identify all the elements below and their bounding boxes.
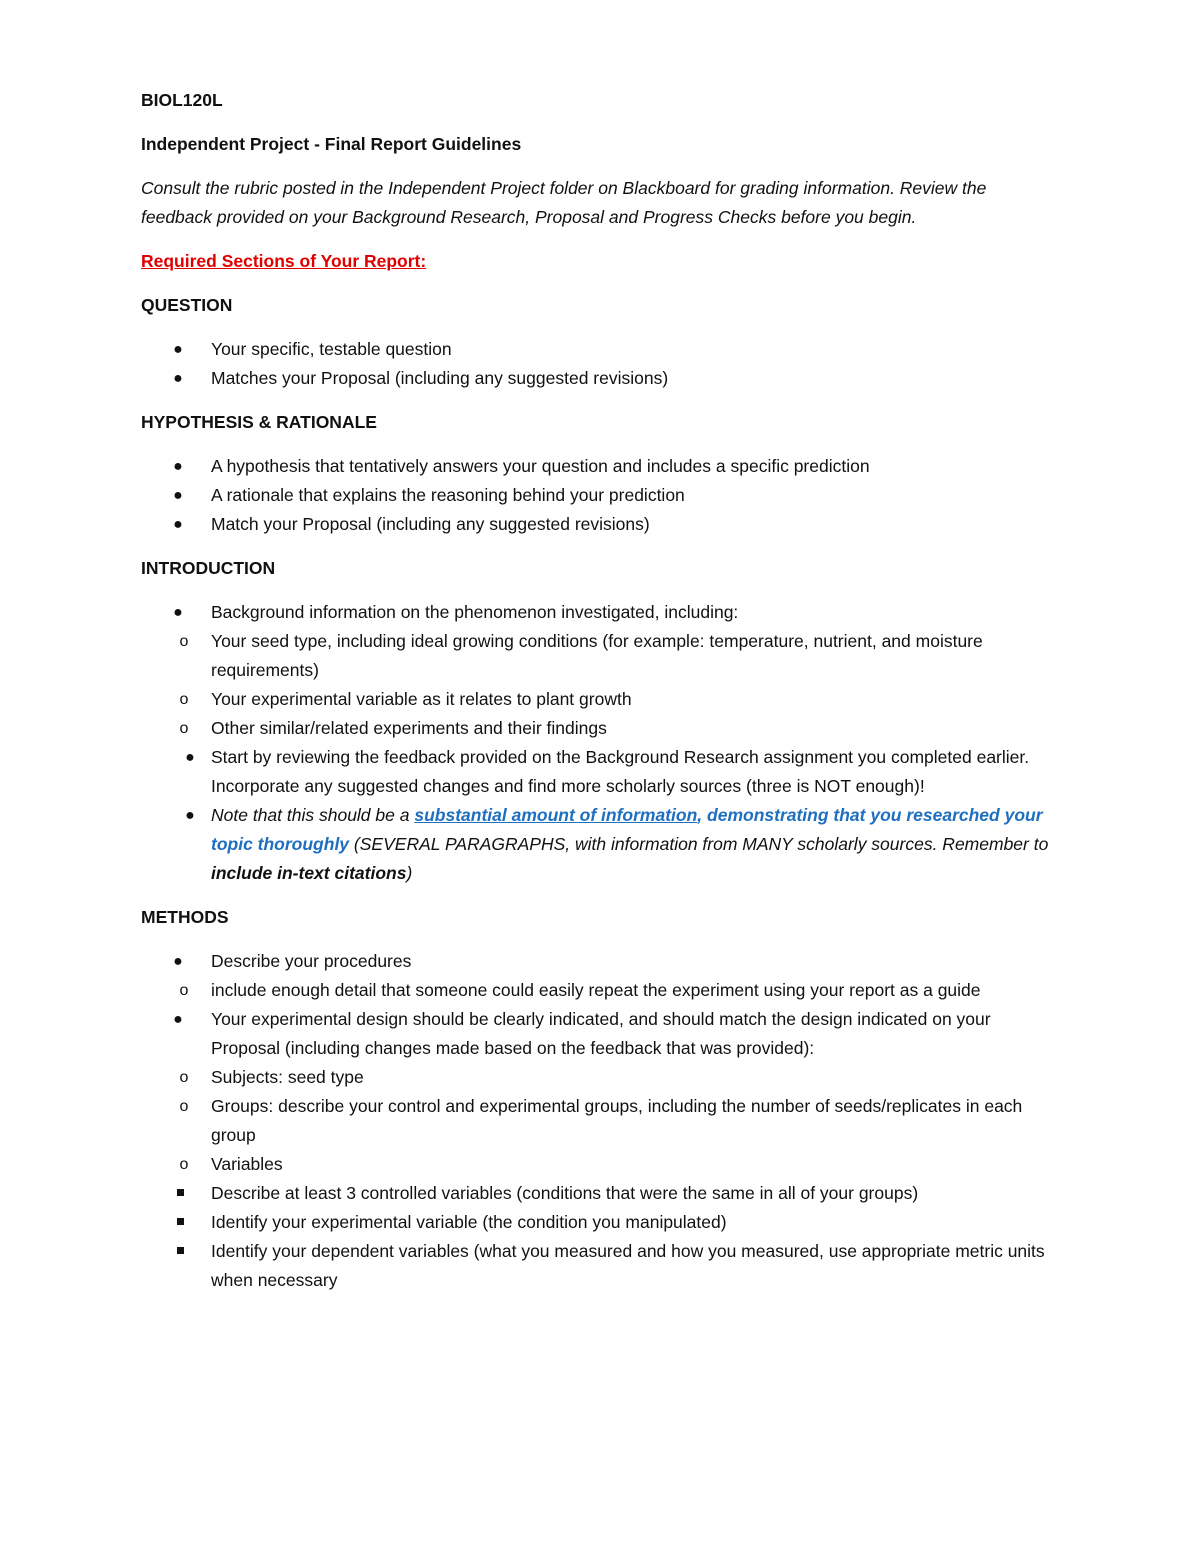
note-item: ● Note that this should be a substantial amount of information, demonstrating that you researched your topic thoroughly (SEVERAL PARAGRAPHS, with information from MANY scholarly sources. Remember to include in-text citations) [141,801,1061,888]
bullet-icon: ● [185,749,195,766]
bullet-icon: ● [173,1011,183,1028]
circle-bullet-icon: o [179,720,189,737]
bullet-icon: ● [173,953,183,970]
bullet-icon: ● [173,487,183,504]
list-item: o Your experimental variable as it relates to plant growth [139,685,1061,714]
circle-bullet-icon: o [179,633,189,650]
methods-heading: METHODS [141,907,229,927]
list-item: ● Describe your procedures o include enough detail that someone could easily repeat the experiment using your report as a guide [141,947,1061,1005]
square-bullet-icon [177,1247,184,1254]
list-item: ● Your experimental design should be clearly indicated, and should match the design indicated on your Proposal (including changes made based on the feedback that was provided): o Subjects: seed type o Groups: describe your control and experimental groups, including the number of seeds/replicates in each group o Variables Describe at least 3 controlled variables (conditions that were the same in all of your groups) Identify your experimental variable (the condition you manipulated) Identify your dependent variables (what you measured and how you measured, use appropriate metric units when necessary [141,1005,1061,1295]
list-item: Describe at least 3 controlled variables (conditions that were the same in all of your groups) [141,1179,1061,1208]
list-item: ● Start by reviewing the feedback provided on the Background Research assignment you completed earlier. Incorporate any suggested changes and find more scholarly sources (three is NOT enough)! [141,743,1061,801]
course-code: BIOL120L [141,90,223,110]
bullet-icon: ● [173,516,183,533]
circle-bullet-icon: o [179,1156,189,1173]
circle-bullet-icon: o [179,1098,189,1115]
bullet-icon: ● [173,604,183,621]
hypothesis-list [141,452,1061,539]
circle-bullet-icon: o [179,1069,189,1086]
bullet-icon: ● [173,370,183,387]
list-item: ● Match your Proposal (including any suggested revisions) [141,510,1061,539]
required-sections-heading: Required Sections of Your Report: [141,251,427,271]
list-item: ● A rationale that explains the reasoning behind your prediction [141,481,1061,510]
list-item: o Groups: describe your control and experimental groups, including the number of seeds/replicates in each group [139,1092,1061,1150]
list-item: ● A hypothesis that tentatively answers your question and includes a specific prediction [141,452,1061,481]
list-item: o include enough detail that someone could easily repeat the experiment using your report as a guide [139,976,1061,1005]
circle-bullet-icon: o [179,691,189,708]
substantial-info-emphasis: substantial amount of information [414,805,698,825]
hypothesis-heading: HYPOTHESIS & RATIONALE [141,412,377,432]
introduction-sublist [179,627,1061,743]
list-item: ● Your specific, testable question [141,335,1061,364]
circle-bullet-icon: o [179,982,189,999]
bullet-icon: ● [173,341,183,358]
design-sublist [179,1063,1061,1295]
question-heading: QUESTION [141,295,233,315]
square-bullet-icon [177,1218,184,1225]
citations-emphasis: include in-text citations [211,863,407,883]
question-list [141,335,1061,393]
bullet-icon: ● [173,458,183,475]
procedures-sublist [179,976,1061,1005]
list-item: ● Background information on the phenomenon investigated, including: o Your seed type, including ideal growing conditions (for example: temperature, nutrient, and moisture requirements) o Your experimental variable as it relates to plant growth o Other similar/related experiments and their findings [141,598,1061,743]
list-item: Identify your experimental variable (the condition you manipulated) [141,1208,1061,1237]
methods-list [141,947,1061,1295]
list-item: o Other similar/related experiments and their findings [139,714,1061,743]
list-item: Identify your dependent variables (what you measured and how you measured, use appropriate metric units when necessary [141,1237,1061,1295]
square-bullet-icon [177,1189,184,1196]
list-item: ● Matches your Proposal (including any suggested revisions) [141,364,1061,393]
list-item: o Your seed type, including ideal growing conditions (for example: temperature, nutrient, and moisture requirements) [139,627,1061,685]
research-emphasis: demonstrating that you researched your topic thoroughly [211,805,1043,854]
document-title: Independent Project - Final Report Guidelines [141,134,522,154]
variables-sublist [211,1179,1061,1295]
list-item: o Variables Describe at least 3 controlled variables (conditions that were the same in all of your groups) Identify your experimental variable (the condition you manipulated) Identify your dependent variables (what you measured and how you measured, use appropriate metric units when necessary [139,1150,1061,1295]
introduction-list [141,598,1061,888]
document-body [141,86,1061,1310]
bullet-icon: ● [185,807,195,824]
intro-note: Consult the rubric posted in the Independent Project folder on Blackboard for grading information. Review the feedback provided on your Background Research, Proposal and Progress Checks before you begin. [141,178,987,227]
list-item: o Subjects: seed type [139,1063,1061,1092]
introduction-heading: INTRODUCTION [141,558,276,578]
